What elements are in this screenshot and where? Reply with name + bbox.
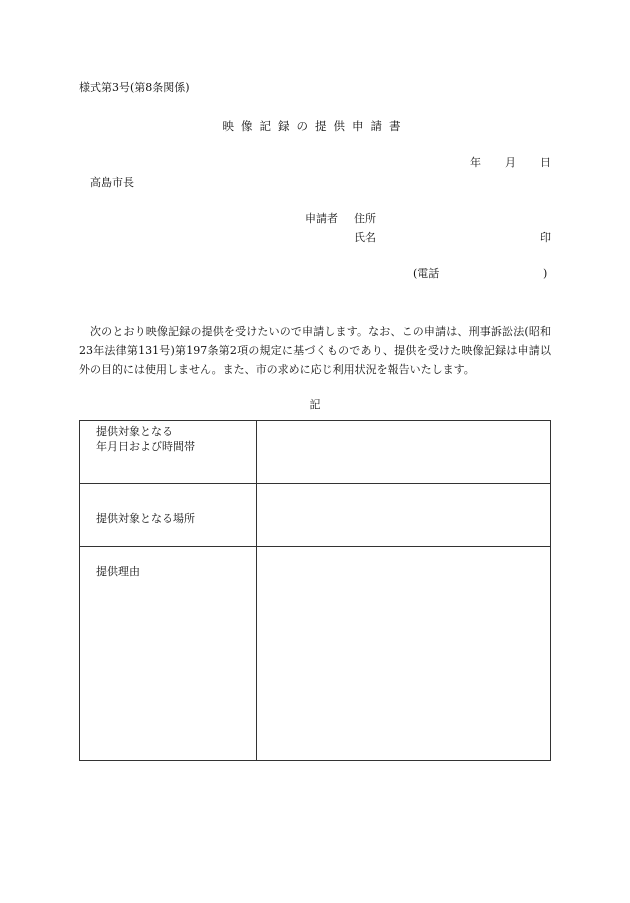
row1-label [80, 421, 256, 454]
table-row [80, 547, 551, 761]
row1-label-line2: 年月日および時間帯 [96, 440, 195, 453]
addressee: 高島市長 [90, 176, 134, 189]
applicant-name-label: 氏名 [354, 231, 376, 244]
row1-label-cell [80, 421, 257, 484]
form-number: 様式第3号(第8条関係) [79, 81, 190, 94]
body-paragraph-container [79, 322, 551, 379]
row1-label-line1: 提供対象となる [96, 425, 173, 438]
applicant-label: 申請者 [305, 212, 338, 225]
row3-label-cell [80, 547, 257, 761]
table-row [80, 484, 551, 547]
section-mark: 記 [309, 398, 321, 411]
application-table [79, 420, 551, 761]
date-time-input-cell[interactable] [257, 421, 551, 484]
date-year-label: 年 [470, 156, 481, 169]
phone-open: (電話 [413, 267, 440, 280]
applicant-address-label: 住所 [354, 212, 376, 225]
row2-label-cell [80, 484, 257, 547]
body-paragraph: 次のとおり映像記録の提供を受けたいので申請します。なお、この申請は、刑事訴訟法(昭和23年法律第131号)第197条第2項の規定に基づくものであり、提供を受けた映像記録は申請以外の目的には使用しません。また、市の求めに応じ利用状況を報告いたします。 [79, 325, 551, 376]
row2-label: 提供対象となる場所 [96, 512, 195, 525]
location-input-cell[interactable] [257, 484, 551, 547]
seal-mark: 印 [540, 231, 551, 244]
date-month-label: 月 [505, 156, 516, 169]
document-title: 映像記録の提供申請書 [222, 119, 408, 133]
reason-input-cell[interactable] [257, 547, 551, 761]
date-day-label: 日 [540, 156, 551, 169]
row3-label: 提供理由 [96, 565, 140, 578]
phone-close: ) [543, 267, 548, 280]
table-row [80, 421, 551, 484]
